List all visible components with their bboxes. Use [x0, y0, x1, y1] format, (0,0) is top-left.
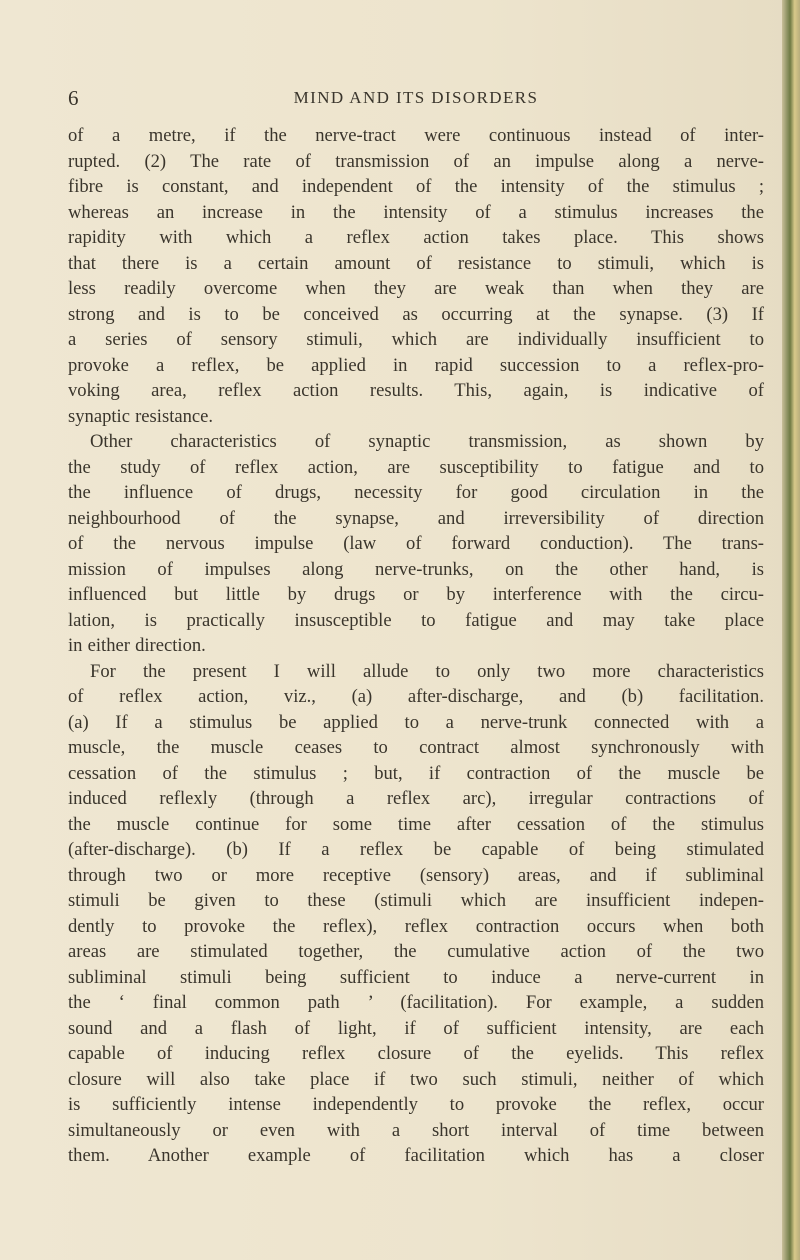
text-line: rupted. (2) The rate of transmission of an impulse along a nerve- — [68, 150, 764, 172]
text-line: For the present I will allude to only two more characteristics — [90, 660, 764, 682]
text-line: is sufficiently intense independently to provoke the reflex, occur — [68, 1094, 764, 1115]
text-line: fibre is constant, and independent of the intensity of the stimulus ; — [68, 176, 764, 197]
text-line: sound and a flash of light, if of sufficient intensity, are each — [68, 1017, 764, 1039]
text-line: areas are stimulated together, the cumulative action of the two — [68, 941, 764, 962]
text-line: (a) If a stimulus be applied to a nerve-trunk connected with a — [68, 711, 764, 733]
text-line: strong and is to be conceived as occurring at the synapse. (3) If — [68, 303, 764, 325]
text-line: through two or more receptive (sensory) areas, and if subliminal — [68, 864, 764, 886]
paragraph — [68, 429, 764, 659]
text-line: capable of inducing reflex closure of the eyelids. This reflex — [68, 1043, 764, 1064]
text-line: of reflex action, viz., (a) after-discharge, and (b) facilitation. — [68, 686, 764, 707]
text-line: provoke a reflex, be applied in rapid succession to a reflex-pro- — [68, 354, 764, 376]
text-line: the influence of drugs, necessity for good circulation in the — [68, 482, 764, 503]
text-line: a series of sensory stimuli, which are individually insufficient to — [68, 329, 764, 350]
text-line: lation, is practically insusceptible to fatigue and may take place — [68, 609, 764, 631]
text-line: less readily overcome when they are weak than when they are — [68, 278, 764, 299]
text-line: rapidity with which a reflex action takes place. This shows — [68, 227, 764, 248]
body-text — [68, 123, 764, 1169]
text-line: voking area, reflex action results. This, again, is indicative of — [68, 380, 764, 401]
text-line: (after-discharge). (b) If a reflex be capable of being stimulated — [68, 839, 764, 860]
text-line: of a metre, if the nerve-tract were continuous instead of inter- — [68, 125, 764, 146]
text-line: closure will also take place if two such stimuli, neither of which — [68, 1068, 764, 1090]
text-line: neighbourhood of the synapse, and irreversibility of direction — [68, 507, 764, 529]
paragraph — [68, 659, 764, 1169]
page-header — [68, 86, 764, 112]
text-line: that there is a certain amount of resistance to stimuli, which is — [68, 252, 764, 274]
text-line: whereas an increase in the intensity of a stimulus increases the — [68, 201, 764, 223]
text-line: them. Another example of facilitation which has a closer — [68, 1145, 764, 1166]
text-line: muscle, the muscle ceases to contract almost synchronously with — [68, 737, 764, 758]
text-line: the ‘ final common path ’ (facilitation). For example, a sudden — [68, 992, 764, 1013]
text-line: the muscle continue for some time after cessation of the stimulus — [68, 813, 764, 835]
text-line: of the nervous impulse (law of forward conduction). The trans- — [68, 533, 764, 554]
running-head: MIND AND ITS DISORDERS — [293, 88, 539, 107]
text-line: the study of reflex action, are susceptibility to fatigue and to — [68, 456, 764, 478]
page-number: 6 — [68, 86, 79, 110]
text-line: subliminal stimuli being sufficient to induce a nerve-current in — [68, 966, 764, 988]
text-line: in either direction. — [68, 635, 206, 656]
text-line: cessation of the stimulus ; but, if contraction of the muscle be — [68, 762, 764, 784]
text-line: simultaneously or even with a short interval of time between — [68, 1119, 764, 1141]
text-line: stimuli be given to these (stimuli which are insufficient indepen- — [68, 890, 764, 911]
text-line: mission of impulses along nerve-trunks, on the other hand, is — [68, 558, 764, 580]
paragraph — [68, 123, 764, 429]
page-edge — [782, 0, 800, 1260]
text-line: Other characteristics of synaptic transmission, as shown by — [90, 431, 764, 452]
text-line: induced reflexly (through a reflex arc), irregular contractions of — [68, 788, 764, 809]
text-line: dently to provoke the reflex), reflex contraction occurs when both — [68, 915, 764, 937]
text-line: synaptic resistance. — [68, 405, 214, 427]
text-line: influenced but little by drugs or by interference with the circu- — [68, 584, 764, 605]
